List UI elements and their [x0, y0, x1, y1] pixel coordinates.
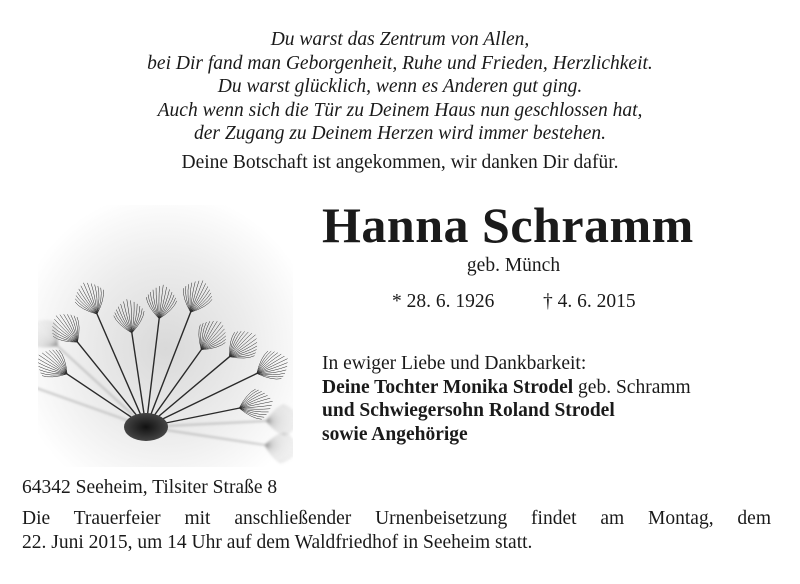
address: 64342 Seeheim, Tilsiter Straße 8 [22, 477, 278, 498]
family-line-relatives: sowie Angehörige [322, 423, 468, 445]
family-intro: In ewiger Liebe und Dankbarkeit: [322, 353, 587, 374]
birth-date: * 28. 6. 1926 [392, 291, 495, 312]
deceased-name: Hanna Schramm [322, 197, 694, 253]
poem-line: Du warst glücklich, wenn es Anderen gut ging. [217, 76, 583, 97]
notice-line: Die Trauerfeier mit anschließender Urnenbeisetzung findet am Montag, dem [22, 508, 771, 529]
poem-line: bei Dir fand man Geborgenheit, Ruhe und Frieden, Herzlichkeit. [147, 52, 653, 74]
notice-line: 22. Juni 2015, um 14 Uhr auf dem Waldfriedhof in Seeheim statt. [22, 532, 533, 553]
dandelion-seed-head-photo [38, 205, 293, 467]
daughter-name: Deine Tochter Monika Strodel [322, 376, 574, 398]
daughter-born-name: geb. Schramm [573, 376, 691, 398]
poem-line: Du warst das Zentrum von Allen, [270, 29, 530, 50]
poem-line: Auch wenn sich die Tür zu Deinem Haus nun geschlossen hat, [157, 99, 643, 121]
message-line: Deine Botschaft ist angekommen, wir danken Dir dafür. [181, 152, 619, 173]
family-line-son-in-law: und Schwiegersohn Roland Strodel [322, 400, 615, 421]
poem [0, 28, 800, 146]
death-date: † 4. 6. 2015 [543, 291, 636, 312]
family-block [322, 352, 691, 446]
funeral-notice [22, 507, 771, 555]
poem-line: der Zugang zu Deinem Herzen wird immer bestehen. [194, 123, 606, 144]
family-line-daughter [322, 376, 691, 400]
birth-name: geb. Münch [466, 255, 561, 276]
